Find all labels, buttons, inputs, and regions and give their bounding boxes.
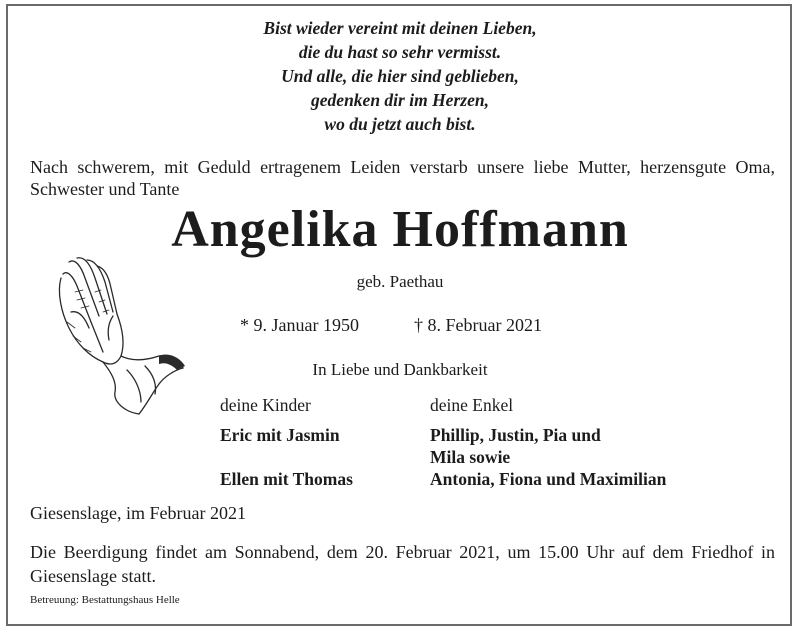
poem	[0, 16, 800, 136]
undertaker-credit: Betreuung: Bestattungshaus Helle	[30, 594, 180, 606]
deceased-name: Angelika Hoffmann	[171, 201, 629, 258]
funeral-info: Die Beerdigung findet am Sonnabend, dem 20. Februar 2021, um 15.00 Uhr auf dem Friedhof in Giesenslage statt.	[30, 542, 775, 586]
poem-line: wo du jetzt auch bist.	[324, 114, 476, 134]
mourners-intro: In Liebe und Dankbarkeit	[312, 360, 488, 379]
praying-hands-icon	[55, 252, 190, 417]
maiden-name: geb. Paethau	[356, 272, 444, 291]
death-date: † 8. Februar 2021	[414, 315, 542, 335]
poem-line: Und alle, die hier sind geblieben,	[281, 66, 519, 86]
grandchild-line: Antonia, Fiona und Maximilian	[430, 469, 667, 489]
child-name: Eric mit Jasmin	[220, 425, 340, 445]
intro-text: Nach schwerem, mit Geduld ertragenem Leiden verstarb unsere liebe Mutter, herzensgute Oma, Schwester und Tante	[30, 157, 775, 199]
children-label: deine Kinder	[220, 395, 311, 415]
grandchild-line: Phillip, Justin, Pia und	[430, 425, 601, 445]
poem-line: die du hast so sehr vermisst.	[298, 42, 502, 62]
child-name: Ellen mit Thomas	[220, 469, 353, 489]
place-date: Giesenslage, im Februar 2021	[30, 503, 246, 523]
birth-date: * 9. Januar 1950	[240, 315, 359, 335]
grandchild-line: Mila sowie	[430, 447, 511, 467]
poem-line: Bist wieder vereint mit deinen Lieben,	[263, 18, 537, 38]
grandchildren-label: deine Enkel	[430, 395, 514, 415]
poem-line: gedenken dir im Herzen,	[311, 90, 489, 110]
